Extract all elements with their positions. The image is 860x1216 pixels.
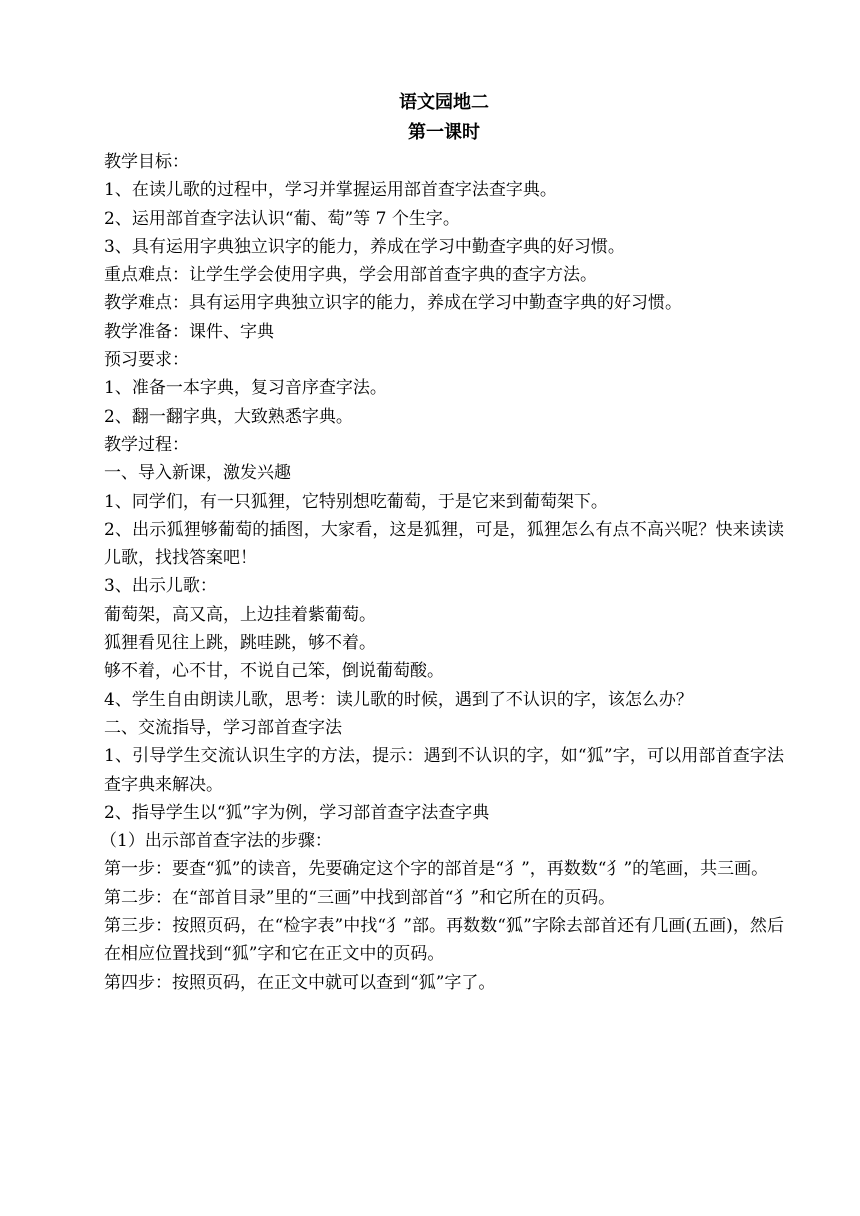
sub-item: （1）出示部首查字法的步骤： (100, 831, 332, 852)
process-item: 1、引导学生交流认识生字的方法，提示：遇到不认识的字，如“狐”字，可以用部首查字法查字典来解决。 (104, 746, 784, 795)
heading-process: 教学过程： (104, 434, 189, 455)
step-item: 第一步：要查“狐”的读音，先要确定这个字的部首是“犭”，再数数“犭”的笔画，共三画。 (104, 859, 769, 880)
document-title: 语文园地二 (399, 92, 489, 113)
objective-item: 2、运用部首查字法认识“葡、萄”等 7 个生字。 (104, 208, 460, 229)
nursery-rhyme-line: 葡萄架，高又高，上边挂着紫葡萄。 (104, 604, 376, 625)
difficult-points: 教学难点：具有运用字典独立识字的能力，养成在学习中勤查字典的好习惯。 (104, 293, 682, 314)
document-page (100, 88, 784, 997)
preview-item: 2、翻一翻字典，大致熟悉字典。 (104, 406, 353, 427)
section-heading: 二、交流指导，学习部首查字法 (104, 717, 342, 738)
process-item: 3、出示儿歌： (104, 576, 217, 597)
process-item: 2、出示狐狸够葡萄的插图，大家看，这是狐狸，可是，狐狸怎么有点不高兴呢？快来读读儿歌，找找答案吧！ (104, 519, 784, 569)
process-item: 2、指导学生以“狐”字为例，学习部首查字法查字典 (104, 802, 490, 823)
nursery-rhyme-line: 够不着，心不甘，不说自己笨，倒说葡萄酸。 (104, 661, 444, 682)
objective-item: 1、在读儿歌的过程中，学习并掌握运用部首查字法查字典。 (104, 180, 557, 201)
objective-item: 3、具有运用字典独立识字的能力，养成在学习中勤查字典的好习惯。 (104, 236, 625, 257)
step-item: 第二步：在“部首目录”里的“三画”中找到部首“犭”和它所在的页码。 (104, 887, 616, 908)
section-heading: 一、导入新课，激发兴趣 (104, 463, 291, 484)
heading-preview: 预习要求： (104, 350, 189, 371)
heading-objectives: 教学目标： (104, 152, 189, 172)
document-subtitle: 第一课时 (408, 122, 480, 143)
process-item: 4、学生自由朗读儿歌，思考：读儿歌的时候，遇到了不认识的字，该怎么办？ (104, 689, 693, 710)
preview-item: 1、准备一本字典，复习音序查字法。 (104, 378, 387, 399)
process-item: 1、同学们，有一只狐狸，它特别想吃葡萄，于是它来到葡萄架下。 (104, 491, 608, 512)
nursery-rhyme-line: 狐狸看见往上跳，跳哇跳，够不着。 (104, 633, 376, 654)
step-item: 第四步：按照页码，在正文中就可以查到“狐”字了。 (104, 972, 496, 993)
teaching-preparation: 教学准备：课件、字典 (104, 321, 274, 342)
step-item: 第三步：按照页码，在“检字表”中找“犭”部。再数数“狐”字除去部首还有几画(五画)，然后在相应位置找到“狐”字和它在正文中的页码。 (104, 916, 784, 965)
key-points: 重点难点：让学生学会使用字典，学会用部首查字典的查字方法。 (104, 265, 597, 286)
